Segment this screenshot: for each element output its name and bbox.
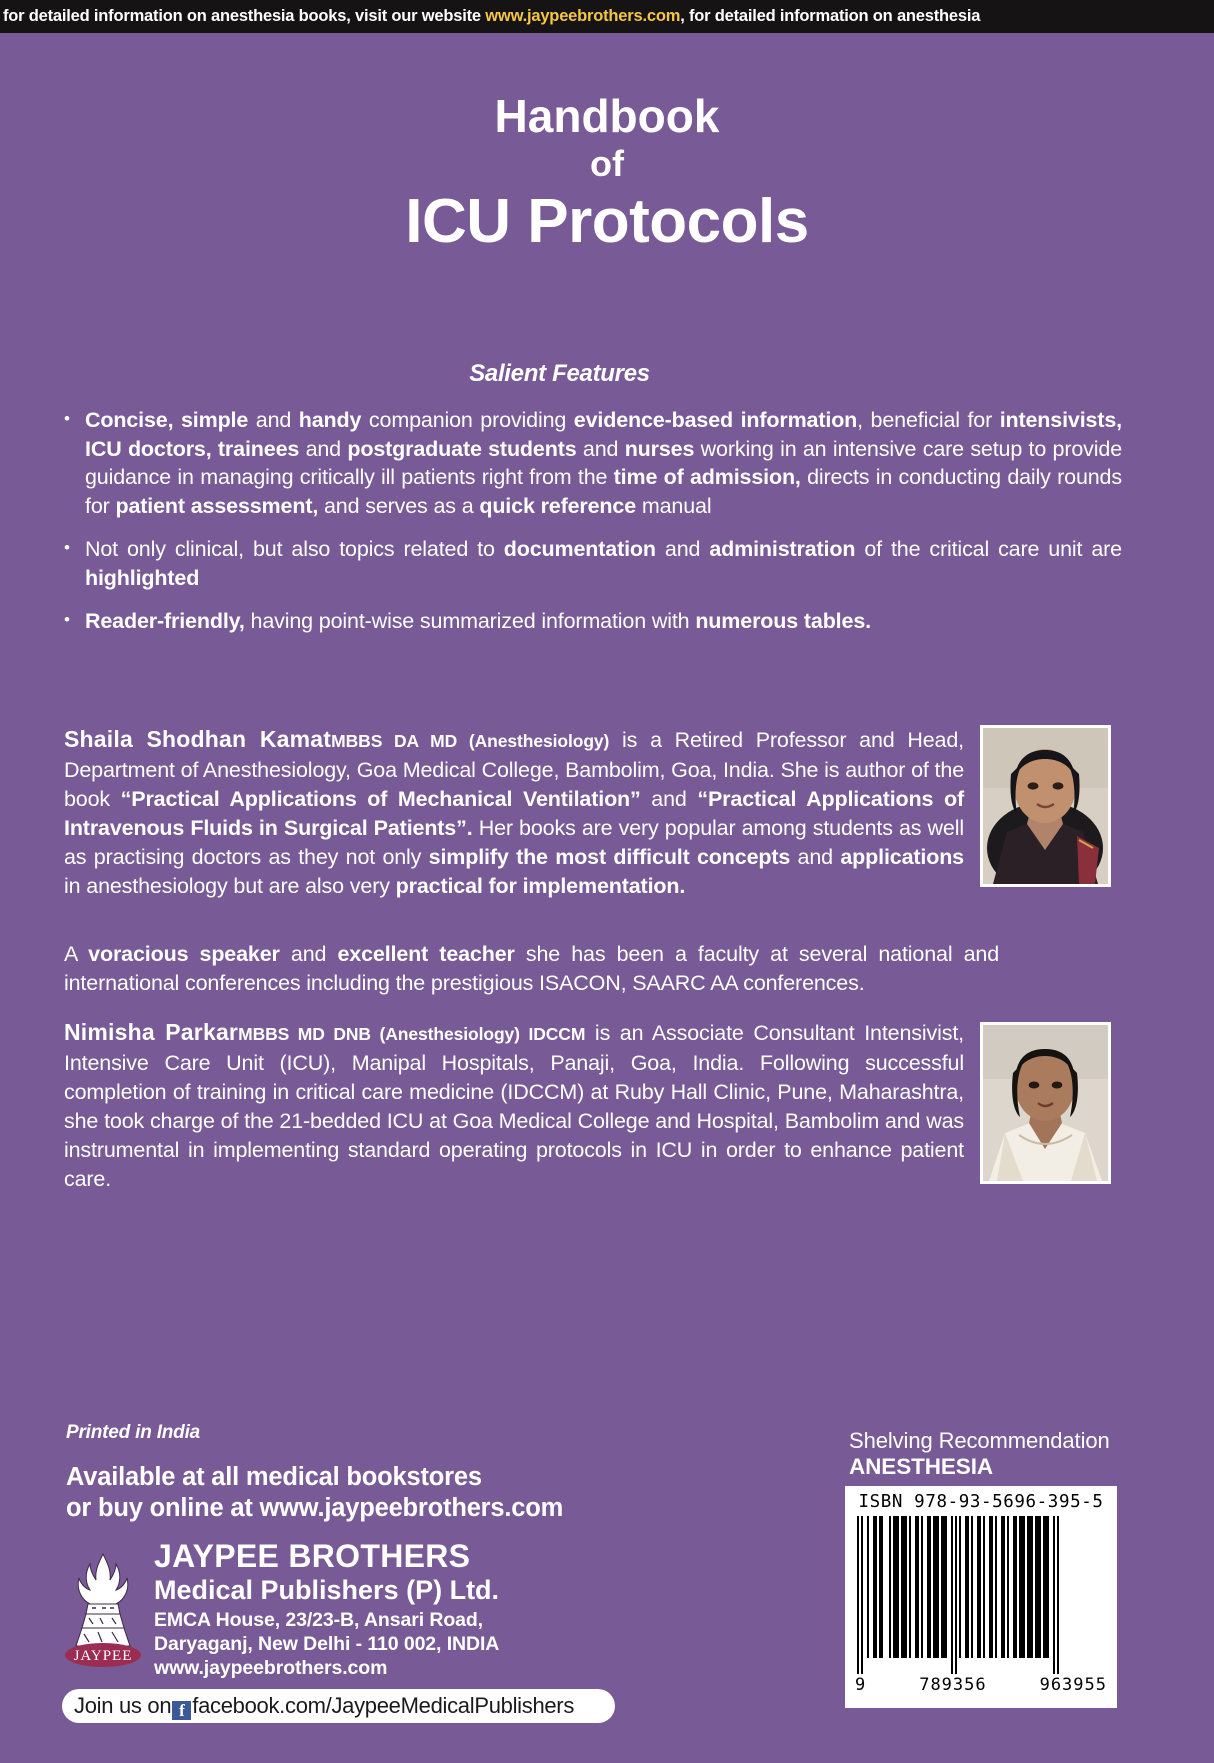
barcode-bar: [909, 1516, 911, 1658]
barcode-bar: [861, 1516, 863, 1674]
author-bio-text-parkar: [64, 1021, 964, 1191]
salient-features-list: [57, 406, 1122, 636]
barcode-bar: [893, 1516, 899, 1658]
feature-0-run-14: patient assessment,: [115, 493, 319, 518]
feature-0-run-5: , beneficial for: [857, 408, 1000, 432]
feature-0-run-10: nurses: [624, 436, 695, 461]
feature-1-run-3: administration: [709, 537, 856, 561]
portrait-illustration-kamat: [983, 728, 1108, 884]
barcode-bar: [983, 1516, 985, 1658]
availability-line-2: or buy online at www.jaypeebrothers.com: [66, 1494, 564, 1522]
kamat-extra-run-4: she has been a faculty at several national and international conferences including the prestigious ISACON, SAARC AA conferences.: [64, 942, 1000, 995]
kamat-bio-run-2: and: [640, 787, 698, 811]
feature-2-run-0: Reader-friendly,: [85, 609, 245, 633]
barcode-bar: [933, 1516, 939, 1658]
barcode-bar: [873, 1516, 877, 1658]
publisher-address: [154, 1608, 499, 1680]
barcode-bar: [1019, 1516, 1025, 1658]
jaypee-logo-icon: [62, 1550, 144, 1668]
promo-banner: [0, 0, 1214, 33]
salient-feature-item: [57, 406, 1122, 520]
facebook-icon: f: [172, 1701, 191, 1720]
barcode-bar: [989, 1516, 993, 1658]
feature-0-run-3: companion providing: [361, 408, 574, 432]
barcode-bar: [1057, 1516, 1059, 1674]
barcode-bar: [901, 1516, 907, 1658]
printed-in-label: Printed in India: [66, 1422, 201, 1443]
barcode-bar: [1007, 1516, 1009, 1658]
barcode-bar: [867, 1516, 869, 1658]
publisher-name-line2: Medical Publishers (P) Ltd.: [154, 1575, 500, 1605]
barcode-bar: [995, 1516, 997, 1658]
author-bio-kamat: [64, 725, 964, 901]
portrait-illustration-parkar: [983, 1025, 1108, 1181]
promo-banner-url[interactable]: www.jaypeebrothers.com: [485, 7, 681, 25]
kamat-bio-run-7: applications: [840, 845, 964, 869]
kamat-bio-run-5: simplify the most difficult concepts: [428, 845, 791, 869]
publisher-address-line1: EMCA House, 23/23-B, Ansari Road,: [154, 1609, 484, 1631]
isbn-text: ISBN 978-93-5696-395-5: [858, 1492, 1104, 1512]
kamat-bio-run-4: Her books are very popular among students as well as practising doctors as they not only: [64, 816, 964, 869]
kamat-extra-run-2: and: [279, 942, 338, 966]
barcode-bar: [1013, 1516, 1017, 1658]
barcode-digit-mid: 789356: [919, 1675, 987, 1695]
publisher-address-line2: Daryaganj, New Delhi - 110 002, INDIA: [154, 1633, 500, 1655]
feature-0-run-17: manual: [636, 493, 712, 518]
facebook-cta-prefix: Join us on: [74, 1693, 172, 1718]
author-degrees-kamat: MBBS DA MD (Anesthesiology): [331, 731, 610, 751]
salient-feature-item: [57, 535, 1122, 592]
kamat-bio-run-6: and: [790, 845, 841, 869]
feature-1-run-1: documentation: [503, 537, 656, 561]
promo-banner-text-after: , for detailed information on anesthesia: [680, 7, 981, 25]
barcode-bar: [889, 1516, 891, 1658]
barcode-bar: [879, 1516, 883, 1658]
publisher-website[interactable]: www.jaypeebrothers.com: [154, 1657, 388, 1679]
kamat-extra-run-3: excellent teacher: [337, 942, 515, 966]
publisher-text: [154, 1538, 499, 1680]
jaypee-torch-icon: [62, 1550, 144, 1668]
feature-2-run-2: numerous tables.: [695, 609, 871, 633]
feature-1-run-4: of the critical care unit are: [855, 537, 1122, 561]
barcode-digit-left: 9: [855, 1675, 867, 1695]
facebook-url[interactable]: facebook.com/JaypeeMedicalPublishers: [192, 1693, 575, 1718]
facebook-cta-bar[interactable]: [62, 1689, 615, 1723]
salient-features-section: [57, 360, 1122, 651]
barcode-bar: [971, 1516, 973, 1658]
promo-banner-text-before: for detailed information on anesthesia books, visit our website: [3, 7, 486, 25]
barcode-bar: [965, 1516, 969, 1658]
title-line-main: ICU Protocols: [405, 187, 809, 256]
kamat-extra-run-0: A: [64, 942, 89, 966]
barcode-bar: [951, 1516, 953, 1674]
author-bio-text-kamat: [64, 728, 964, 898]
barcode-bars: [853, 1516, 1109, 1674]
feature-0-run-11: working in an intensive care setup to provide guidance in managing critically ill patients right from the: [85, 436, 1122, 489]
availability-block: [66, 1462, 563, 1524]
feature-0-run-9: and: [576, 436, 625, 461]
shelving-recommendation: [849, 1428, 1110, 1480]
barcode-bar: [921, 1516, 923, 1658]
barcode-bar: [927, 1516, 931, 1658]
feature-1-run-2: and: [655, 537, 710, 561]
author-degrees-parkar: MBBS MD DNB (Anesthesiology) IDCCM: [238, 1024, 586, 1044]
feature-0-run-15: and serves as a: [318, 493, 480, 518]
feature-0-run-4: evidence-based information: [573, 408, 858, 432]
salient-features-heading: Salient Features: [469, 360, 650, 387]
barcode-bar: [941, 1516, 947, 1658]
author-name-parkar: Nimisha Parkar: [64, 1019, 239, 1045]
barcode-bar: [857, 1516, 859, 1674]
barcode-bar: [1043, 1516, 1049, 1658]
shelving-label: Shelving Recommendation: [849, 1428, 1110, 1453]
barcode-digits: [853, 1674, 1109, 1695]
barcode-bar: [915, 1516, 919, 1658]
feature-1-run-0: Not only clinical, but also topics related to: [85, 537, 504, 561]
feature-1-run-5: highlighted: [85, 565, 200, 590]
barcode-bar: [1027, 1516, 1033, 1658]
barcode-bar: [959, 1516, 961, 1658]
svg-text:JAYPEE: JAYPEE: [73, 1648, 133, 1664]
feature-2-run-1: having point-wise summarized information with: [244, 609, 696, 633]
feature-0-run-16: quick reference: [479, 493, 637, 518]
kamat-bio-run-8: in anesthesiology but are also very: [64, 874, 396, 898]
barcode-bar: [1001, 1516, 1005, 1658]
kamat-bio-run-9: practical for implementation.: [395, 874, 686, 898]
title-line-of: of: [590, 143, 624, 184]
parkar-bio-run-0: is an Associate Consultant Intensivist, Intensive Care Unit (ICU), Manipal Hospitals, Panaji, Goa, India. Following successful completion of training in critical care medicine (IDCCM) at Ruby Hall Clinic, Pune, Maharashtra, she took charge of the 21-bedded ICU at Goa Medical College and Hospital, Bambolim and was instrumental in implementing standard operating protocols in ICU in order to enhance patient care.: [64, 1021, 965, 1191]
kamat-bio-run-0: is a Retired Professor and Head, Department of Anesthesiology, Goa Medical College, Bambolim, Goa, India. She is author of the book: [64, 728, 964, 811]
barcode-bar: [955, 1516, 957, 1674]
feature-0-run-2: handy: [298, 408, 362, 432]
feature-0-run-7: and: [299, 436, 348, 461]
feature-0-run-8: postgraduate students: [347, 436, 577, 461]
feature-0-run-0: Concise, simple: [85, 408, 249, 432]
kamat-extra-run-1: voracious speaker: [88, 942, 280, 966]
feature-0-run-1: and: [248, 408, 299, 432]
kamat-bio-run-1: “Practical Applications of Mechanical Ventilation”: [120, 787, 641, 811]
feature-0-run-6: intensivists, ICU doctors, trainees: [85, 408, 1123, 461]
shelving-category: ANESTHESIA: [849, 1454, 994, 1479]
barcode-digit-right: 963955: [1039, 1675, 1107, 1695]
isbn-barcode: [845, 1486, 1117, 1708]
salient-feature-item: [57, 607, 1122, 636]
author-name-kamat: Shaila Shodhan Kamat: [64, 726, 332, 752]
author-photo-parkar: [980, 1022, 1111, 1184]
barcode-bar: [977, 1516, 981, 1658]
feature-0-run-12: time of admission,: [613, 465, 801, 489]
barcode-bar: [1035, 1516, 1041, 1658]
kamat-bio-run-3: “Practical Applications of Intravenous Fluids in Surgical Patients”.: [64, 787, 964, 840]
availability-line-1: Available at all medical bookstores: [66, 1463, 482, 1491]
feature-0-run-13: directs in conducting daily rounds for: [85, 465, 1122, 518]
book-title: [0, 90, 1214, 258]
author-bio-parkar: [64, 1018, 964, 1194]
publisher-name-line1: JAYPEE BROTHERS: [154, 1538, 471, 1574]
barcode-bar: [1053, 1516, 1055, 1674]
author-photo-kamat: [980, 725, 1111, 887]
title-line-handbook: Handbook: [494, 90, 720, 142]
author-bio-extra-kamat: [64, 940, 999, 998]
